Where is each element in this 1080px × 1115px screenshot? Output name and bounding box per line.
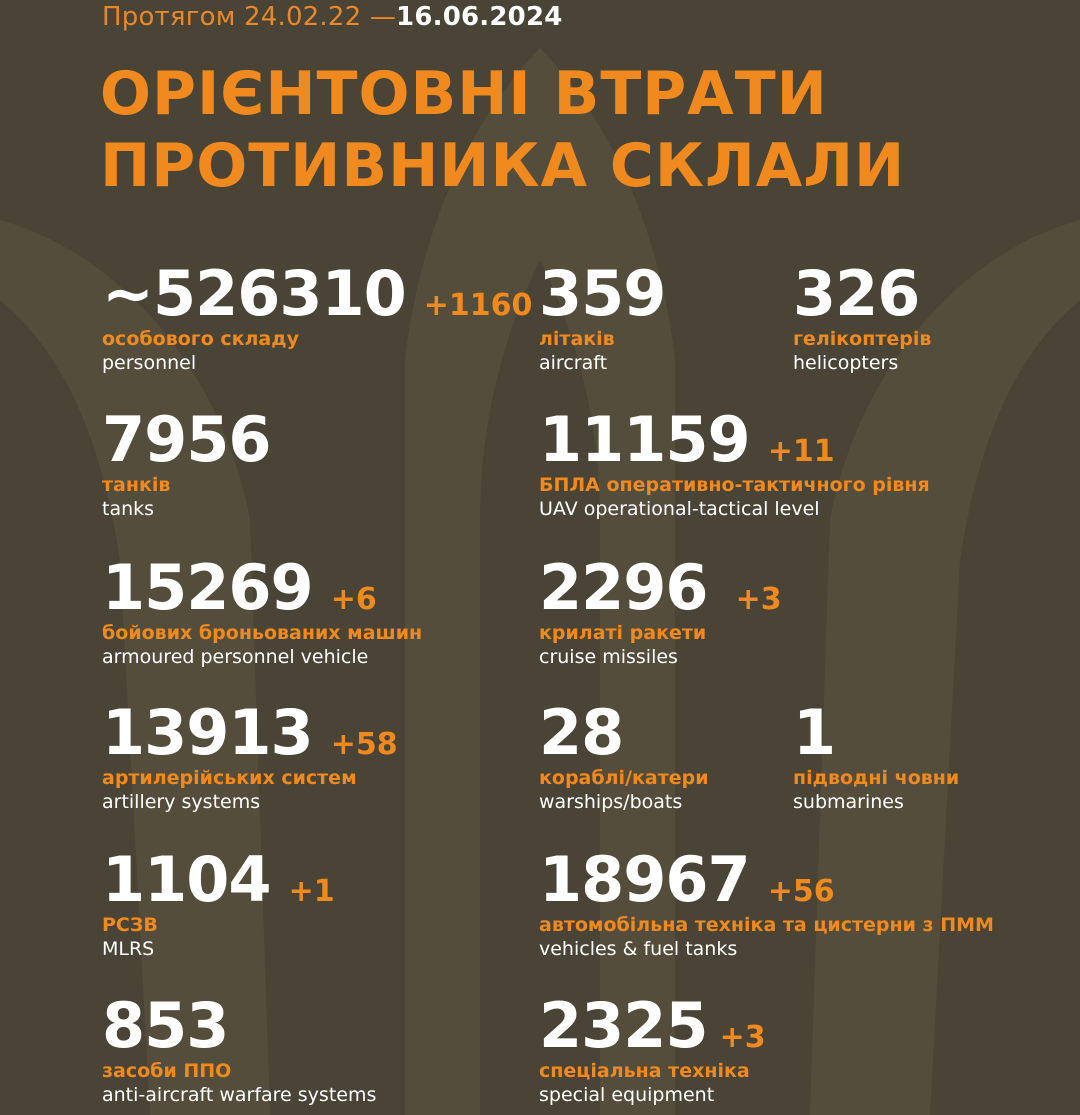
date-end: 16.06.2024 [396, 2, 563, 32]
stat-label-ua: кораблі/катери [539, 767, 709, 789]
stat-delta: +6 [330, 582, 377, 617]
stat-value: 11159 [539, 403, 750, 476]
stat-value: 2325 [539, 989, 708, 1062]
stat-label-ua: засоби ППО [102, 1060, 232, 1082]
stat-uav [539, 403, 930, 522]
title-line-1: ОРІЄНТОВНІ ВТРАТИ [100, 59, 828, 129]
stat-label-en: helicopters [793, 352, 899, 374]
stat-label-en: anti-aircraft warfare systems [102, 1084, 377, 1106]
stat-label-en: warships/boats [539, 791, 683, 813]
stat-label-en: UAV operational-tactical level [539, 498, 820, 520]
stat-label-en: aircraft [539, 352, 608, 374]
page-title [100, 58, 905, 202]
stat-label-en: submarines [793, 791, 904, 813]
stat-delta: +1160 [423, 288, 533, 323]
stat-delta: +11 [767, 434, 835, 469]
stat-label-ua: літаків [539, 328, 615, 350]
stat-artillery [102, 696, 398, 815]
stat-label-ua: підводні човни [793, 767, 960, 789]
stat-label-en: artillery systems [102, 791, 261, 813]
stat-value: 853 [102, 989, 229, 1062]
stat-label-en: vehicles & fuel tanks [539, 938, 738, 960]
stat-tanks [102, 403, 289, 522]
stat-label-ua: особового складу [102, 328, 299, 350]
stat-delta: +1 [288, 874, 335, 909]
stat-delta: +3 [719, 1020, 766, 1055]
stat-label-en: special equipment [539, 1084, 715, 1106]
stat-label-ua: БПЛА оперативно-тактичного рівня [539, 474, 930, 496]
stat-label-ua: РСЗВ [102, 914, 158, 936]
stat-label-ua: автомобільна техніка та цистерни з ПММ [539, 914, 994, 936]
stat-aa-systems [102, 989, 377, 1108]
stat-value: ~526310 [102, 257, 406, 330]
stat-value: 1 [793, 696, 836, 769]
stat-value: 2296 [539, 551, 708, 624]
stat-warships [539, 696, 709, 815]
stat-special-equipment [539, 989, 766, 1108]
stat-label-en: cruise missiles [539, 646, 678, 668]
stat-label-ua: бойових броньованих машин [102, 622, 423, 644]
stat-label-en: armoured personnel vehicle [102, 646, 369, 668]
stat-value: 13913 [102, 696, 313, 769]
stat-label-en: tanks [102, 498, 155, 520]
stat-value: 28 [539, 696, 624, 769]
stat-vehicles [539, 843, 994, 962]
stat-cruise-missiles [539, 551, 782, 670]
stat-value: 359 [539, 257, 666, 330]
stat-value: 7956 [102, 403, 271, 476]
stat-label-ua: крилаті ракети [539, 622, 707, 644]
title-line-2: ПРОТИВНИКА СКЛАЛИ [100, 131, 906, 201]
stat-label-en: personnel [102, 352, 197, 374]
stat-label-en: MLRS [102, 938, 155, 960]
stat-personnel [102, 257, 533, 376]
stat-submarines [793, 696, 960, 815]
stat-label-ua: гелікоптерів [793, 328, 932, 350]
stat-delta: +56 [767, 874, 835, 909]
stat-delta: +58 [330, 727, 398, 762]
stat-value: 326 [793, 257, 920, 330]
date-range [102, 0, 563, 34]
stat-apv [102, 551, 423, 670]
stat-value: 15269 [102, 551, 313, 624]
date-prefix: Протягом 24.02.22 — [102, 2, 397, 32]
stat-label-ua: артилерійських систем [102, 767, 357, 789]
stat-value: 18967 [539, 843, 750, 916]
stat-aircraft [539, 257, 683, 376]
stat-helicopters [793, 257, 937, 376]
stat-value: 1104 [102, 843, 271, 916]
stat-delta: +3 [735, 582, 782, 617]
stat-label-ua: спеціальна техніка [539, 1060, 750, 1082]
stat-mlrs [102, 843, 335, 962]
stat-label-ua: танків [102, 474, 171, 496]
